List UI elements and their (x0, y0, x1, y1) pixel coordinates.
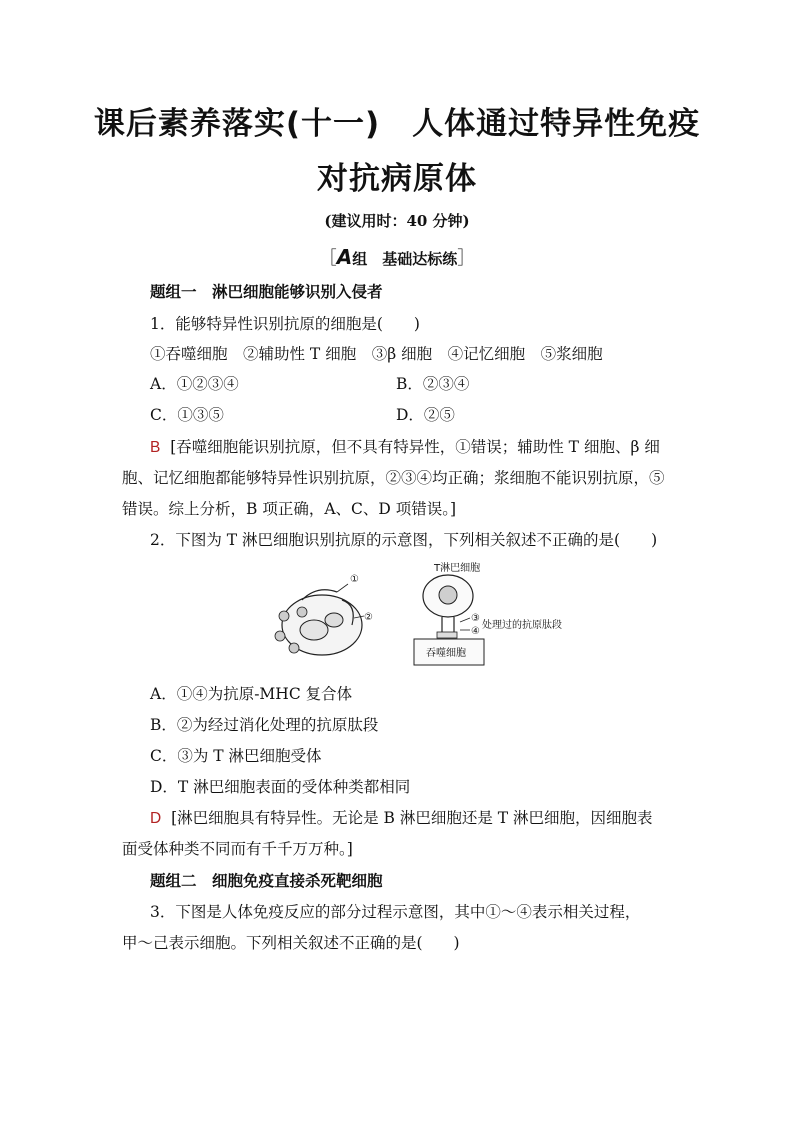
q1-explanation-line1 (150, 435, 660, 457)
label-t-cell: T淋巴细胞 (434, 563, 481, 574)
page-title-line2: 对抗病原体 (317, 161, 477, 197)
label-circle-3: ③ (471, 613, 480, 624)
q1-answer: B (150, 439, 161, 456)
q2-stem: 2．下图为 T 淋巴细胞识别抗原的示意图，下列相关叙述不正确的是( ) (150, 531, 658, 549)
group-letter: A (336, 245, 353, 269)
q3-stem-line1: 3．下图是人体免疫反应的部分过程示意图，其中①～④表示相关过程， (150, 903, 641, 921)
q2-option-d: D．T 淋巴细胞表面的受体种类都相同 (150, 778, 411, 796)
q2-option-b: B．②为经过消化处理的抗原肽段 (150, 716, 379, 734)
q1-stem: 1．能够特异性识别抗原的细胞是( ) (150, 315, 420, 333)
q1-option-a: A．①②③④ (150, 375, 239, 393)
q2-exp1: [淋巴细胞具有特异性。无论是 B 淋巴细胞还是 T 淋巴细胞，因细胞表 (171, 809, 653, 827)
q1-items: ①吞噬细胞 ②辅助性 T 细胞 ③β 细胞 ④记忆细胞 ⑤浆细胞 (150, 345, 603, 363)
page-title-line1: 课后素养落实(十一) 人体通过特异性免疫 (93, 106, 701, 142)
label-circle-2: ② (364, 612, 373, 623)
section1-heading: 题组一 淋巴细胞能够识别入侵者 (150, 282, 383, 301)
group-bracket-open: ［ (318, 248, 337, 269)
q2-option-a: A．①④为抗原-MHC 复合体 (150, 685, 353, 703)
t-cell-nucleus (439, 586, 457, 604)
q1-exp1: [吞噬细胞能识别抗原，但不具有特异性，①错误；辅助性 T 细胞、β 细 (170, 438, 660, 456)
label-circle-4: ④ (471, 626, 480, 637)
q1-option-d: D．②⑤ (396, 406, 455, 424)
section2-heading: 题组二 细胞免疫直接杀死靶细胞 (150, 871, 383, 890)
q2-figure (262, 560, 602, 670)
group-bracket-close: ］ (457, 248, 476, 269)
q1-option-b: B．②③④ (396, 375, 470, 393)
group-label: 组 基础达标练 (352, 250, 458, 268)
group-heading (0, 244, 794, 270)
label-circle-1: ① (350, 574, 359, 585)
left-cell-illustration (275, 584, 364, 655)
label-peptide: 处理过的抗原肽段 (482, 620, 562, 631)
q2-option-c: C．③为 T 淋巴细胞受体 (150, 747, 322, 765)
q1-explanation-line2: 胞、记忆细胞都能够特异性识别抗原，②③④均正确；浆细胞不能识别抗原，⑤ (122, 469, 665, 487)
q2-answer: D (150, 810, 162, 827)
q2-explanation-line1 (150, 806, 653, 828)
q2-explanation-line2: 面受体种类不同而有千千万万种。] (122, 840, 353, 858)
q1-explanation-line3: 错误。综上分析，B 项正确，A、C、D 项错误。] (122, 500, 457, 518)
label-phagocyte: 吞噬细胞 (426, 648, 466, 659)
q1-option-c: C．①③⑤ (150, 406, 224, 424)
suggested-time: (建议用时：40 分钟) (324, 212, 470, 230)
q3-stem-line2: 甲～己表示细胞。下列相关叙述不正确的是( ) (122, 934, 460, 952)
